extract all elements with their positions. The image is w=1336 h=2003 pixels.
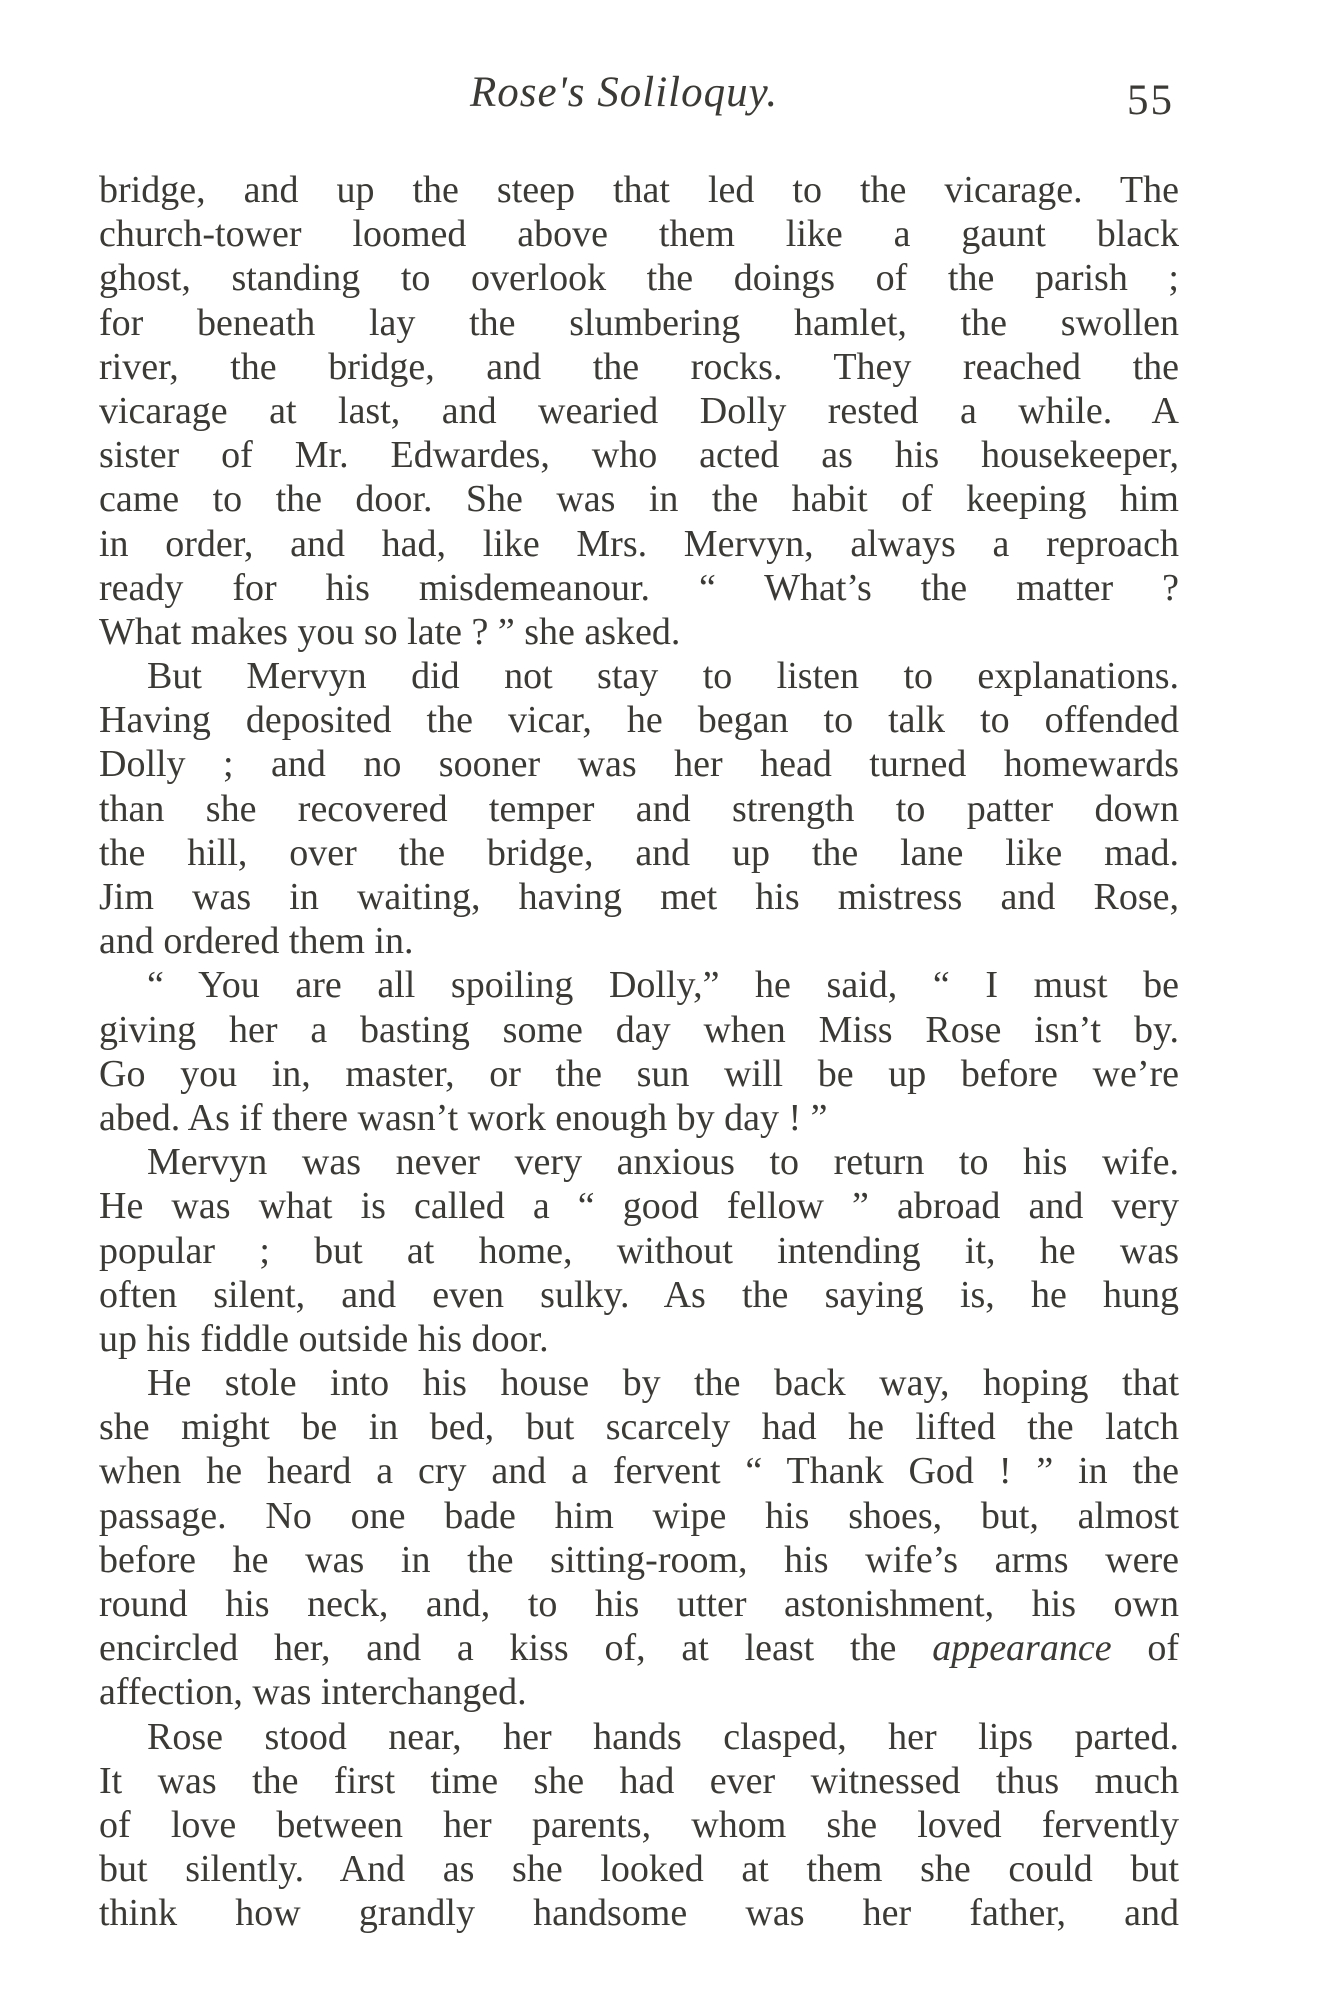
- paragraph-start-line: He stole into his house by the back way, hoping that: [147, 1362, 1179, 1405]
- text-line: and ordered them in.: [99, 920, 414, 963]
- text-line: popular ; but at home, without intending it, he was: [99, 1229, 1179, 1272]
- text-line: Go you in, master, or the sun will be up before we’re: [99, 1052, 1179, 1095]
- text-line: up his fiddle outside his door.: [99, 1317, 549, 1360]
- text-line: she might be in bed, but scarcely had he lifted the latch: [99, 1406, 1179, 1449]
- paragraph-start-line: Rose stood near, her hands clasped, her lips parted.: [147, 1715, 1179, 1758]
- page-number: 55: [1127, 77, 1174, 124]
- text-line: Having deposited the vicar, he began to talk to offended: [99, 699, 1179, 742]
- text-line: It was the first time she had ever witnessed thus much: [99, 1759, 1179, 1802]
- italic-word: appearance: [932, 1627, 1112, 1670]
- text-line: river, the bridge, and the rocks. They reached the: [99, 345, 1179, 388]
- text-line: sister of Mr. Edwardes, who acted as his housekeeper,: [99, 434, 1179, 477]
- text-line: came to the door. She was in the habit of keeping him: [99, 478, 1179, 521]
- text-line: in order, and had, like Mrs. Mervyn, always a reproach: [99, 522, 1179, 565]
- text-line: affection, was interchanged.: [99, 1671, 527, 1714]
- text-line: think how grandly handsome was her father, and: [99, 1892, 1179, 1935]
- text-line: than she recovered temper and strength to patter down: [99, 787, 1179, 830]
- text-line: ghost, standing to overlook the doings of the parish ;: [99, 257, 1179, 300]
- text-line: ready for his misdemeanour. “ What’s the matter ?: [99, 566, 1179, 609]
- text-line: often silent, and even sulky. As the saying is, he hung: [99, 1273, 1179, 1316]
- text-segment: of: [1147, 1627, 1180, 1670]
- paragraph-start-line: “ You are all spoiling Dolly,” he said, “ I must be: [147, 964, 1179, 1007]
- text-line: vicarage at last, and wearied Dolly rested a while. A: [99, 389, 1179, 432]
- text-line: abed. As if there wasn’t work enough by day ! ”: [99, 1096, 828, 1139]
- text-line: What makes you so late ? ” she asked.: [99, 610, 681, 653]
- text-line: the hill, over the bridge, and up the lane like mad.: [99, 831, 1179, 874]
- text-line: church-tower loomed above them like a gaunt black: [99, 213, 1179, 256]
- text-line-with-italic: [99, 1626, 1179, 1670]
- text-line: Dolly ; and no sooner was her head turned homewards: [99, 743, 1179, 786]
- text-line: giving her a basting some day when Miss Rose isn’t by.: [99, 1008, 1179, 1051]
- paragraph-start-line: But Mervyn did not stay to listen to explanations.: [147, 655, 1179, 698]
- running-title: Rose's Soliloquy.: [470, 69, 779, 116]
- running-head: [0, 68, 1336, 128]
- text-line: when he heard a cry and a fervent “ Thank God ! ” in the: [99, 1450, 1179, 1493]
- text-line: for beneath lay the slumbering hamlet, the swollen: [99, 301, 1179, 344]
- text-segment: encircled her, and a kiss of, at least the: [99, 1627, 897, 1670]
- body-text: [99, 168, 1179, 1936]
- paragraph-start-line: Mervyn was never very anxious to return to his wife.: [147, 1141, 1179, 1184]
- text-line: passage. No one bade him wipe his shoes, but, almost: [99, 1494, 1179, 1537]
- text-line: round his neck, and, to his utter astonishment, his own: [99, 1583, 1179, 1625]
- text-line: but silently. And as she looked at them she could but: [99, 1848, 1179, 1891]
- text-line: He was what is called a “ good fellow ” abroad and very: [99, 1185, 1179, 1228]
- text-line: of love between her parents, whom she loved fervently: [99, 1803, 1179, 1846]
- text-line: before he was in the sitting-room, his wife’s arms were: [99, 1538, 1179, 1581]
- text-line: bridge, and up the steep that led to the vicarage. The: [99, 169, 1179, 211]
- text-line: Jim was in waiting, having met his mistress and Rose,: [99, 876, 1179, 918]
